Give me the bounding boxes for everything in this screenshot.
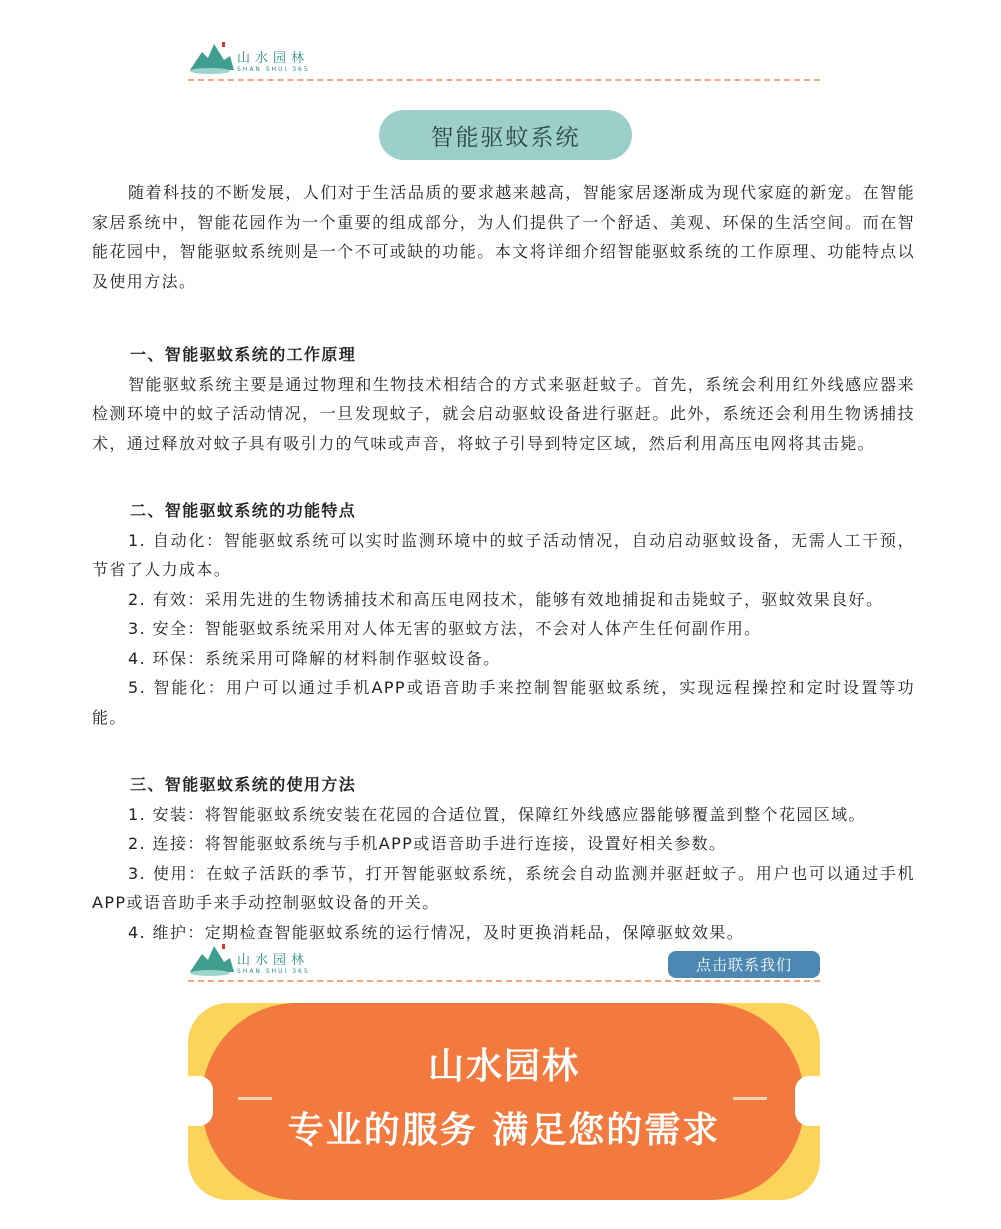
list-item: 3. 使用：在蚊子活跃的季节，打开智能驱蚊系统，系统会自动监测并驱赶蚊子。用户也可以通过手机APP或语音助手来手动控制驱蚊设备的开关。 (92, 863, 915, 912)
logo-en: SHAN SHUI 365 (237, 66, 310, 73)
section-body: 智能驱蚊系统主要是通过物理和生物技术相结合的方式来驱赶蚊子。首先，系统会利用红外线感应器来检测环境中的蚊子活动情况，一旦发现蚊子，就会启动驱蚊设备进行驱赶。此外，系统还会利用生物诱捕技术，通过释放对蚊子具有吸引力的气味或声音，将蚊子引导到特定区域，然后利用高压电网将其击毙。 (92, 374, 915, 453)
divider (188, 980, 820, 982)
decorative-bar (238, 1097, 272, 1100)
section-heading: 二、智能驱蚊系统的功能特点 (130, 501, 357, 520)
section-heading: 一、智能驱蚊系统的工作原理 (130, 345, 357, 364)
list-item: 1. 安装：将智能驱蚊系统安装在花园的合适位置，保障红外线感应器能够覆盖到整个花园区域。 (128, 804, 866, 824)
logo-en: SHAN SHUI 365 (237, 968, 310, 975)
mountain-logo-icon (188, 942, 234, 976)
section-heading: 三、智能驱蚊系统的使用方法 (130, 775, 357, 794)
logo-cn: 山水园林 (237, 953, 310, 968)
list-item: 1. 自动化：智能驱蚊系统可以实时监测环境中的蚊子活动情况，自动启动驱蚊设备，无需人工干预，节省了人力成本。 (92, 530, 915, 579)
list-item: 2. 连接：将智能驱蚊系统与手机APP或语音助手进行连接，设置好相关参数。 (128, 834, 727, 853)
divider (188, 79, 820, 81)
banner-title: 山水园林 (427, 1046, 580, 1087)
intro-paragraph: 随着科技的不断发展，人们对于生活品质的要求越来越高，智能家居逐渐成为现代家庭的新宠。在智能家居系统中，智能花园作为一个重要的组成部分，为人们提供了一个舒适、美观、环保的生活空间。而在智能花园中，智能驱蚊系统则是一个不可或缺的功能。本文将详细介绍智能驱蚊系统的工作原理、功能特点以及使用方法。 (92, 183, 915, 291)
decorative-bar (733, 1097, 767, 1100)
footer-logo (188, 942, 310, 976)
logo-cn: 山水园林 (237, 51, 310, 66)
banner-slogan: 专业的服务 满足您的需求 (287, 1110, 721, 1151)
contact-us-button[interactable]: 点击联系我们 (668, 951, 820, 978)
list-item: 5. 智能化：用户可以通过手机APP或语音助手来控制智能驱蚊系统，实现远程操控和定时设置等功能。 (92, 678, 915, 727)
article (92, 178, 915, 947)
page-title: 智能驱蚊系统 (379, 110, 632, 160)
logo (188, 40, 310, 74)
list-item: 4. 环保：系统采用可降解的材料制作驱蚊设备。 (128, 648, 501, 668)
list-item: 4. 维护：定期检查智能驱蚊系统的运行情况，及时更换消耗品，保障驱蚊效果。 (128, 922, 745, 942)
mountain-logo-icon (188, 40, 234, 74)
list-item: 2. 有效：采用先进的生物诱捕技术和高压电网技术，能够有效地捕捉和击毙蚊子，驱蚊效果良好。 (128, 589, 884, 609)
list-item: 3. 安全：智能驱蚊系统采用对人体无害的驱蚊方法，不会对人体产生任何副作用。 (128, 619, 762, 638)
